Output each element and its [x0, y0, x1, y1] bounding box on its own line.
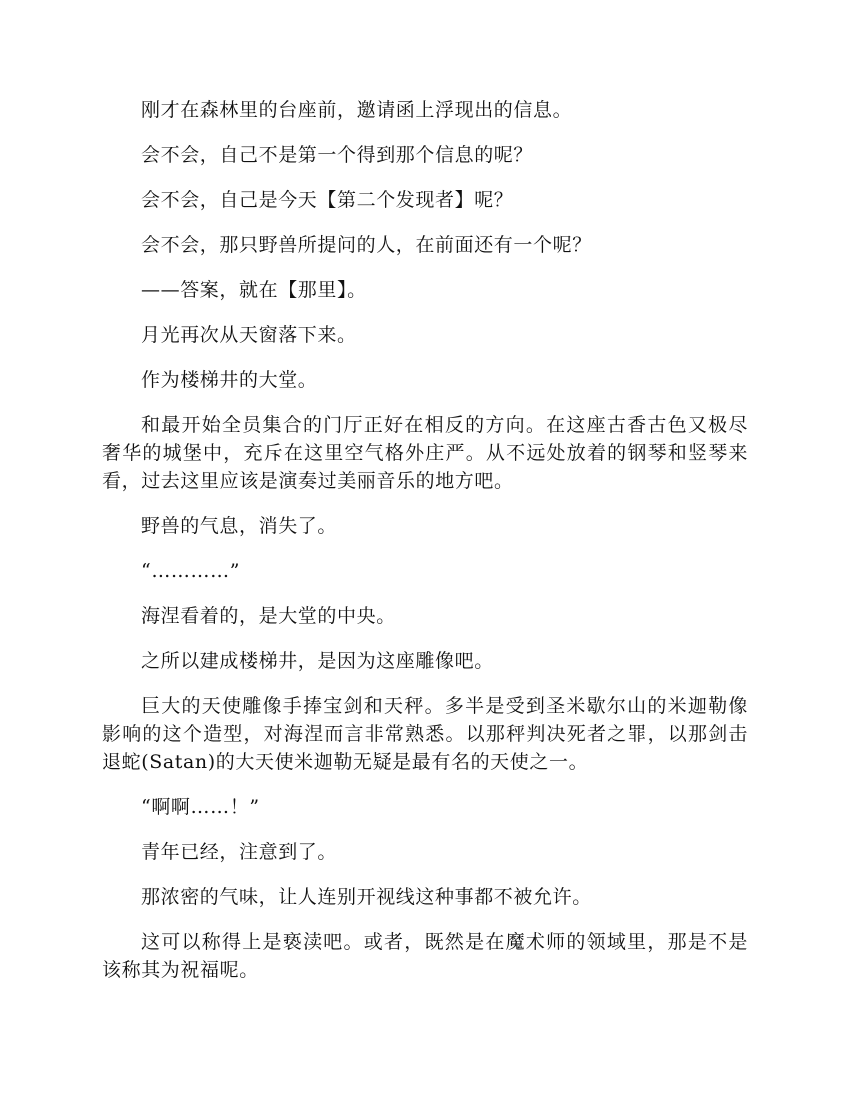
paragraph: 青年已经，注意到了。	[141, 841, 338, 863]
paragraph: ——答案，就在【那里】。	[141, 279, 367, 301]
paragraph: 海涅看着的，是大堂的中央。	[141, 605, 396, 627]
paragraph: 作为楼梯井的大堂。	[141, 369, 318, 391]
paragraph: 和最开始全员集合的门厅正好在相反的方向。在这座古香古色又极尽奢华的城堡中，充斥在这里空气格外庄严。从不远处放着的钢琴和竖琴来看，过去这里应该是演奏过美丽音乐的地方吧。	[102, 414, 748, 492]
document-page	[102, 96, 748, 1001]
paragraph: 会不会，自己不是第一个得到那个信息的呢？	[141, 144, 534, 166]
paragraph: 刚才在森林里的台座前，邀请函上浮现出的信息。	[141, 99, 573, 121]
paragraph: 月光再次从天窗落下来。	[141, 324, 357, 346]
paragraph: 那浓密的气味，让人连别开视线这种事都不被允许。	[141, 886, 592, 908]
paragraph: “…………”	[141, 560, 241, 582]
paragraph: 巨大的天使雕像手捧宝剑和天秤。多半是受到圣米歇尔山的米迦勒像影响的这个造型，对海涅而言非常熟悉。以那秤判决死者之罪，以那剑击退蛇(Satan)的大天使米迦勒无疑是最有名的天使之一。	[102, 695, 748, 773]
paragraph: 之所以建成楼梯井，是因为这座雕像吧。	[141, 650, 494, 672]
paragraph: 这可以称得上是亵渎吧。或者，既然是在魔术师的领域里，那是不是该称其为祝福呢。	[102, 931, 748, 981]
paragraph: “啊啊……！”	[141, 796, 260, 818]
paragraph: 野兽的气息，消失了。	[141, 515, 338, 537]
paragraph: 会不会，那只野兽所提问的人，在前面还有一个呢？	[141, 234, 592, 256]
paragraph: 会不会，自己是今天【第二个发现者】呢？	[141, 189, 514, 211]
